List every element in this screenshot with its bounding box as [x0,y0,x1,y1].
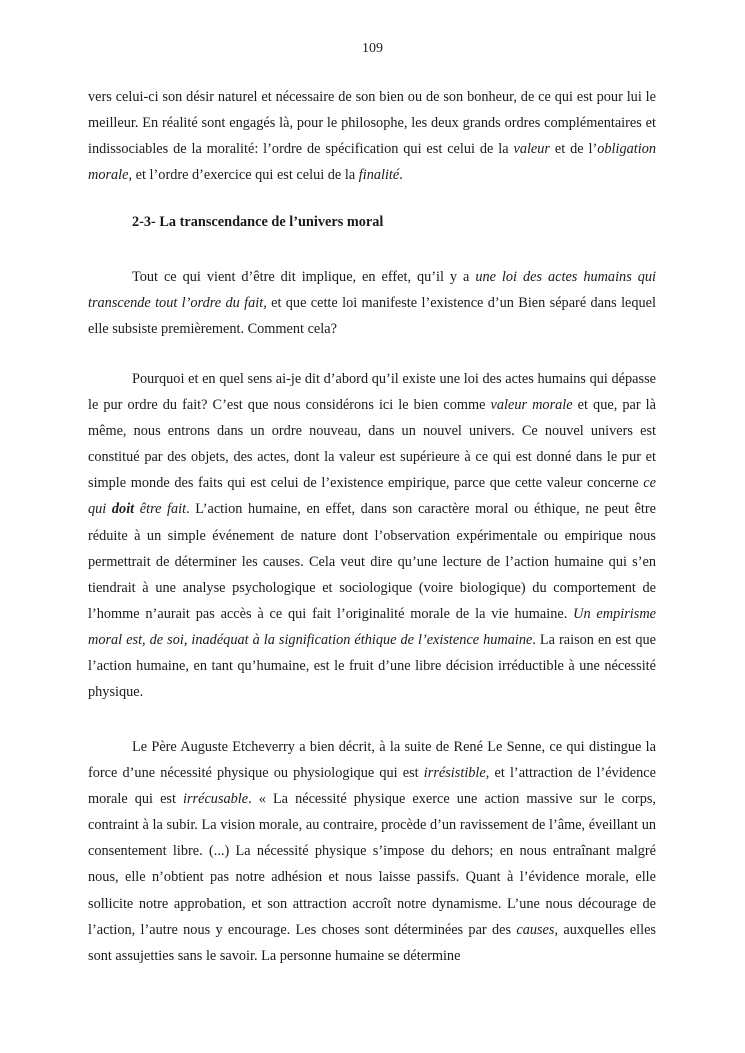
bold-italic-run: doit [111,501,135,518]
page-number: 109 [362,41,383,56]
italic-run: causes [516,921,555,938]
italic-run: obligation morale [88,141,656,184]
section-heading: 2-3- La transcendance de l’univers moral [132,214,384,230]
text-run: . L’action humaine, en effet, dans son caractère moral ou éthique, ne peut être réduite à un simple événement de nature dont l’observation expérimentale ou empirique nous permettrait de déterminer les causes. Cela veut dire qu’une lecture de l’action humaine qui s’en tiendrait à une analyse psychologique et sociologique (voire biologique) du comportement de l’homme n’aurait pas accès à ce qui fait l’originalité morale de la vie humaine. [88,501,657,622]
text-run: . La raison en est que l’action humaine, en tant qu’humaine, est le fruit d’une libre décision irréductible à une nécessité physique. [88,631,657,701]
text-run: , et l’attraction de l’évidence morale qui est [88,765,656,808]
text-run: . « La nécessité physique exerce une action massive sur le corps, contraint à la subir. La vision morale, au contraire, procède d’un ravissement de l’âme, éveillant un consentement libre. (...) La nécessité physique s’impose du dehors; en nous entraînant malgré nous, elle n’obtient pas notre adhésion et nous laisse passifs. Quant à l’évidence morale, elle sollicite notre approbation, et son attraction accroît notre dynamisme. L’une nous décourage de l’action, l’autre nous y encourage. Les choses sont déterminées par des [88,791,656,938]
text-run: , et que cette loi manifeste l’existence d’un Bien séparé dans lequel elle subsiste premièrement. Comment cela? [88,295,657,338]
text-run: . [399,167,403,184]
italic-run: irrécusable [183,791,249,808]
text-run: vers celui-ci son désir naturel et nécessaire de son bien ou de son bonheur, de ce qui est pour lui le meilleur. En réalité sont engagés là, pour le philosophe, les deux grands ordres complémentaires et indissociables de la moralité: l’ordre de spécification qui est celui de la [88,89,656,158]
italic-run: valeur [513,141,550,158]
text-run: et que, par là même, nous entrons dans un ordre nouveau, dans un nouvel univers. Ce nouvel univers est constitué par des objets, des actes, dont la valeur est supérieure à ce qui est donné dans le pur et simple monde des faits qui est celui de l’existence empirique, parce que cette valeur concerne [88,397,656,492]
italic-run: valeur morale [490,397,573,414]
text-run: Le Père Auguste Etcheverry a bien décrit, à la suite de René Le Senne, ce qui distingue la force d’une nécessité physique ou physiologique qui est [88,739,656,782]
paragraph [88,366,656,705]
text-run: et de l’ [550,141,598,158]
italic-run: être fait [134,501,187,518]
text-run: , auxquelles elles sont assujetties sans le savoir. La personne humaine se détermine [88,921,656,964]
text-run: Pourquoi et en quel sens ai-je dit d’abord qu’il existe une loi des actes humains qui dépasse le pur ordre du fait? C’est que nous considérons ici le bien comme [88,371,656,414]
text-run: Tout ce qui vient d’être dit implique, en effet, qu’il y a [132,269,476,285]
italic-run: finalité [358,167,400,184]
paragraph [88,734,656,969]
italic-run: une loi des actes humains qui transcende tout l’ordre du fait [88,269,656,312]
text-run: , et l’ordre d’exercice qui est celui de la [128,167,359,184]
italic-run: irrésistible [423,765,486,782]
italic-run: Un empirisme moral est, de soi, inadéquat à la signification éthique de l’existence humaine [88,605,656,648]
paragraph-continuation [88,84,656,188]
italic-run: ce qui [88,475,656,518]
paragraph [88,264,656,342]
